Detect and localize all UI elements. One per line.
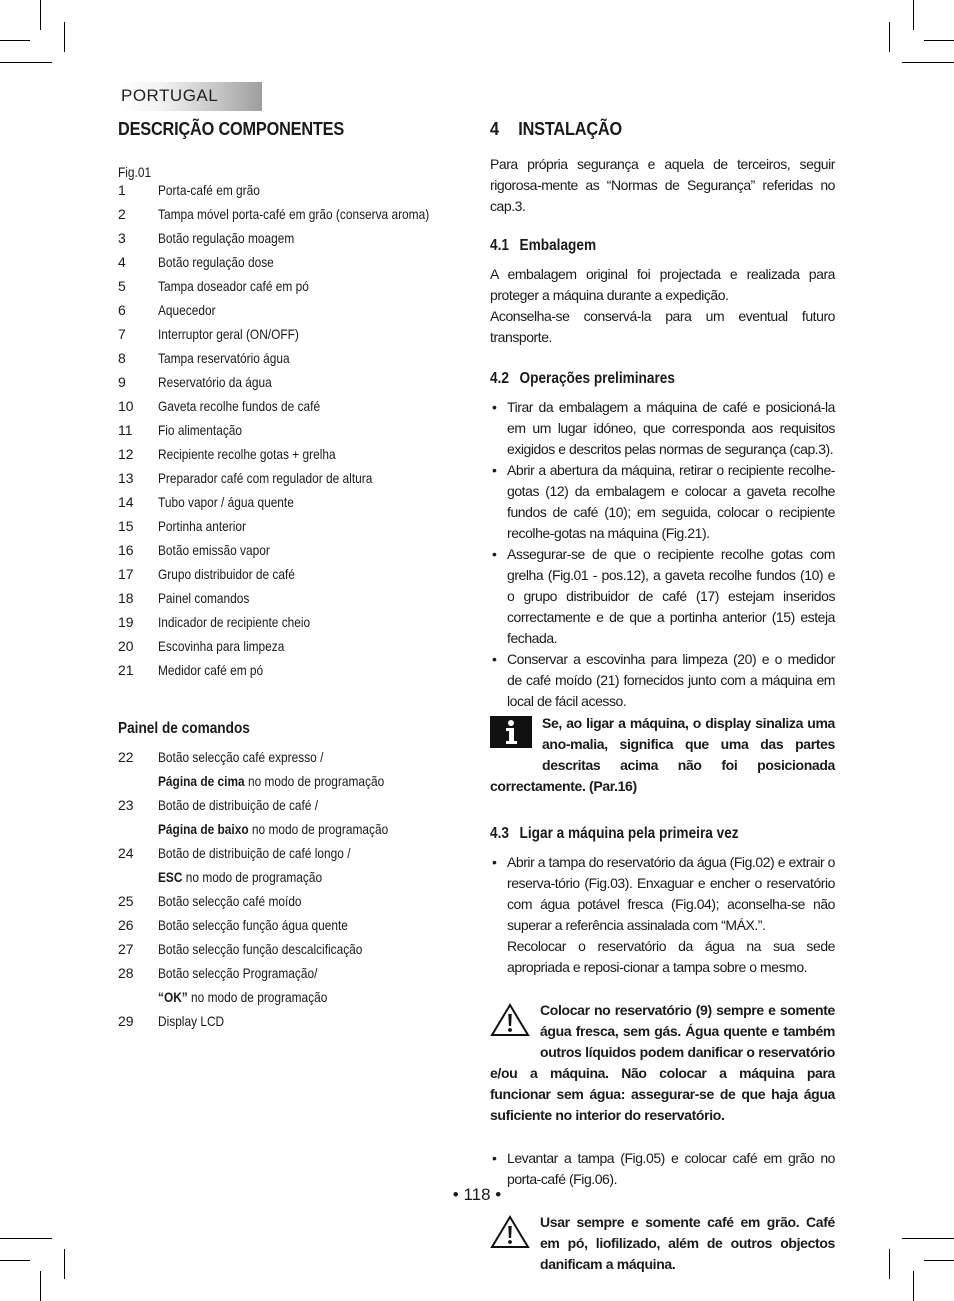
control-item: [118, 793, 428, 817]
subsection-title-text: Operações preliminares: [519, 370, 675, 387]
fig-label: Fig.01: [118, 164, 152, 180]
page-number: • 118 •: [452, 1185, 502, 1204]
crop-mark: [913, 0, 914, 30]
component-item: [118, 418, 428, 442]
crop-mark: [0, 1260, 30, 1261]
item-text: Botão de distribuição de café /: [158, 797, 319, 813]
warning-icon: [490, 1003, 530, 1043]
item-text: Tubo vapor / água quente: [158, 494, 294, 510]
item-number: 18: [118, 590, 134, 606]
item-text: Portinha anterior: [158, 518, 246, 534]
item-text: Botão selecção café expresso /: [158, 749, 324, 765]
component-item: [118, 658, 428, 682]
preliminary-bullet: • Tirar da embalagem a máquina de café e posicioná-la em um lugar idóneo, que corresponda aos requisitos exigidos e descritos pelas normas de segurança (cap.3).: [492, 399, 835, 457]
component-item: [118, 562, 428, 586]
item-number: 15: [118, 518, 134, 534]
component-item: [118, 250, 428, 274]
mode-keyword: “OK”: [158, 989, 188, 1005]
crop-mark: [40, 0, 41, 30]
item-text: Botão selecção café moído: [158, 893, 302, 909]
preliminary-bullet: • Assegurar-se de que o recipiente recolhe gotas com grelha (Fig.01 - pos.12), a gaveta recolhe fundos (10) e o grupo distribuidor de café (17) estejam inseridos correctamente e de que a portinha anterior (15) esteja fechada.: [492, 546, 835, 646]
bullet-text: Tirar da embalagem a máquina de café e posicioná-la em um lugar idóneo, que corresponda aos requisitos exigidos e descritos pelas normas de segurança (cap.3).: [507, 399, 835, 457]
bullet-text: Abrir a tampa do reservatório da água (Fig.02) e extrair o reserva-tório (Fig.03). Enxaguar e encher o reservatório com água potável fresca (Fig.04); aconselha-se não superar a referência assinalada com “MÁX.”.: [507, 854, 835, 933]
component-item: [118, 442, 428, 466]
item-number: 19: [118, 614, 134, 630]
item-number: 22: [118, 749, 134, 765]
crop-mark: [902, 62, 954, 63]
bullet-text: Conservar a escovinha para limpeza (20) e o medidor de café moído (21) fornecidos junto com a máquina em local de fácil acesso.: [507, 651, 835, 709]
mode-suffix: no modo de programação: [244, 773, 385, 789]
item-number: 10: [118, 398, 134, 414]
mode-suffix: no modo de programação: [182, 869, 323, 885]
item-number: 11: [118, 422, 133, 438]
language-label: PORTUGAL: [121, 86, 219, 105]
component-item: [118, 466, 428, 490]
info-icon: [490, 716, 532, 754]
control-item-mode: [118, 985, 428, 1009]
control-item: [118, 961, 428, 985]
component-item: [118, 274, 428, 298]
item-text: Tampa móvel porta-café em grão (conserva aroma): [158, 206, 430, 222]
control-item: [118, 913, 428, 937]
packaging-paragraph-2: Aconselha-se conservá-la para um eventual futuro transporte.: [490, 308, 835, 345]
warning-note-text: Usar sempre e somente café em grão. Café em pó, liofilizado, além de outros objectos danificam a máquina.: [540, 1214, 835, 1272]
item-number: 2: [118, 206, 126, 222]
component-item: [118, 202, 428, 226]
item-text: Botão emissão vapor: [158, 542, 270, 558]
control-item: [118, 889, 428, 913]
item-text: Tampa doseador café em pó: [158, 278, 309, 294]
subsection-number: 4.3: [490, 825, 509, 842]
item-text: Botão selecção função descalcificação: [158, 941, 363, 957]
control-item: [118, 937, 428, 961]
preliminary-bullet: • Conservar a escovinha para limpeza (20) e o medidor de café moído (21) fornecidos junto com a máquina em local de fácil acesso.: [492, 651, 835, 709]
warning-note-water: [490, 1000, 835, 1126]
component-item: [118, 346, 428, 370]
control-item: [118, 745, 428, 769]
item-text: Escovinha para limpeza: [158, 638, 285, 654]
crop-mark: [0, 62, 52, 63]
item-text: Botão de distribuição de café longo /: [158, 845, 351, 861]
item-number: 16: [118, 542, 134, 558]
subsection-number: 4.2: [490, 370, 509, 387]
item-number: 29: [118, 1013, 134, 1029]
item-number: 26: [118, 917, 134, 933]
mode-suffix: no modo de programação: [248, 821, 389, 837]
item-text: Reservatório da água: [158, 374, 272, 390]
item-number: 13: [118, 470, 134, 486]
item-text: Botão selecção função água quente: [158, 917, 348, 933]
component-item: [118, 322, 428, 346]
item-text: Preparador café com regulador de altura: [158, 470, 373, 486]
left-column: [118, 112, 428, 1033]
item-text: Interruptor geral (ON/OFF): [158, 326, 299, 342]
preliminary-bullet: • Abrir a abertura da máquina, retirar o recipiente recolhe-gotas (12) da embalagem e colocar a gaveta recolhe fundos de café (10); em seguida, colocar o recipiente recolhe-gotas na máquina (Fig.21).: [492, 462, 835, 541]
mode-suffix: no modo de programação: [187, 989, 328, 1005]
crop-mark: [889, 1249, 890, 1279]
item-number: 23: [118, 797, 134, 813]
crop-mark: [64, 22, 65, 52]
component-item: [118, 298, 428, 322]
item-number: 28: [118, 965, 134, 981]
item-text: Botão regulação dose: [158, 254, 274, 270]
item-number: 21: [118, 662, 134, 678]
first-start-bullet: • Abrir a tampa do reservatório da água (Fig.02) e extrair o reserva-tório (Fig.03). Enxaguar e encher o reservatório com água potável fresca (Fig.04); aconselha-se não superar a referência assinalada com “MÁX.”. Recolocar o reservatório da água na sua sede apropriada e reposi-cionar a tampa sobre o mesmo.: [492, 854, 835, 975]
item-number: 1: [118, 182, 126, 198]
item-text: Botão selecção Programação/: [158, 965, 318, 981]
item-number: 27: [118, 941, 134, 957]
crop-mark: [0, 1238, 52, 1239]
item-number: 4: [118, 254, 126, 270]
crop-mark: [924, 1260, 954, 1261]
controls-list: [118, 745, 428, 1033]
control-item: [118, 1009, 428, 1033]
item-text: Grupo distribuidor de café: [158, 566, 295, 582]
crop-mark: [913, 1271, 914, 1301]
control-item: [118, 841, 428, 865]
section-title-components: DESCRIÇÃO COMPONENTES: [118, 118, 345, 139]
mode-keyword: ESC: [158, 869, 183, 885]
item-text: Porta-café em grão: [158, 182, 260, 198]
subsection-title-first-start: [490, 825, 794, 843]
item-number: 25: [118, 893, 134, 909]
warning-icon: [490, 1215, 530, 1255]
component-item: [118, 490, 428, 514]
packaging-paragraph: A embalagem original foi projectada e realizada para proteger a máquina durante a expedição.: [490, 266, 835, 303]
crop-mark: [889, 22, 890, 52]
item-number: 12: [118, 446, 134, 462]
info-note: [490, 713, 835, 797]
preliminary-bullets: [490, 397, 835, 712]
item-text: Gaveta recolhe fundos de café: [158, 398, 321, 414]
crop-mark: [40, 1271, 41, 1301]
crop-mark: [902, 1238, 954, 1239]
subsection-number: 4.1: [490, 237, 509, 254]
components-list: [118, 178, 428, 682]
component-item: [118, 634, 428, 658]
subsection-title-text: Embalagem: [519, 237, 597, 254]
item-text: Medidor café em pó: [158, 662, 264, 678]
crop-mark: [64, 1249, 65, 1279]
component-item: [118, 226, 428, 250]
item-text: Painel comandos: [158, 590, 250, 606]
language-tab: [118, 82, 262, 111]
component-item: [118, 514, 428, 538]
right-column: [490, 112, 835, 1275]
warning-note-text: Colocar no reservatório (9) sempre e somente água fresca, sem gás. Água quente e também outros líquidos podem danificar o reservatório e/ou a máquina. Não colocar a máquina para funcionar sem água: assegurar-se de que haja água suficiente no interior do reservatório.: [490, 1002, 835, 1123]
section-title-installation: [490, 118, 794, 140]
control-item-mode: [118, 769, 428, 793]
item-number: 24: [118, 845, 134, 861]
item-number: 9: [118, 374, 126, 390]
info-note-text: Se, ao ligar a máquina, o display sinaliza uma ano-malia, significa que uma das partes descritas acima não foi posicionada correctamente. (Par.16): [490, 715, 835, 794]
bullet-text: Abrir a abertura da máquina, retirar o recipiente recolhe-gotas (12) da embalagem e colocar a gaveta recolhe fundos de café (10); em seguida, colocar o recipiente recolhe-gotas na máquina (Fig.21).: [507, 462, 835, 541]
component-item: [118, 394, 428, 418]
component-item: [118, 370, 428, 394]
bullet-text-continuation: Recolocar o reservatório da água na sua sede apropriada e reposi-cionar a tampa sobre o mesmo.: [507, 938, 835, 975]
item-text: Indicador de recipiente cheio: [158, 614, 311, 630]
subsection-title-text: Ligar a máquina pela primeira vez: [519, 825, 739, 842]
item-number: 17: [118, 566, 134, 582]
item-number: 6: [118, 302, 126, 318]
component-item: [118, 178, 428, 202]
item-text: Aquecedor: [158, 302, 216, 318]
item-number: 7: [118, 326, 126, 342]
item-number: 5: [118, 278, 126, 294]
mode-keyword: Página de cima: [158, 773, 245, 789]
component-item: [118, 586, 428, 610]
subsection-title-packaging: [490, 237, 794, 255]
control-item-mode: [118, 817, 428, 841]
crop-mark: [924, 40, 954, 41]
bullet-text: Assegurar-se de que o recipiente recolhe gotas com grelha (Fig.01 - pos.12), a gaveta recolhe fundos (10) e o grupo distribuidor de café (17) estejam inseridos correctamente e de que a portinha anterior (15) esteja fechada.: [507, 546, 835, 646]
item-text: Botão regulação moagem: [158, 230, 295, 246]
item-number: 8: [118, 350, 126, 366]
component-item: [118, 610, 428, 634]
warning-note-beans: [490, 1212, 835, 1275]
component-item: [118, 538, 428, 562]
item-text: Fio alimentação: [158, 422, 243, 438]
first-start-bullet-2: • Levantar a tampa (Fig.05) e colocar café em grão no porta-café (Fig.06).: [492, 1150, 835, 1187]
item-number: 3: [118, 230, 126, 246]
item-text: Display LCD: [158, 1013, 225, 1029]
section-title-panel: Painel de comandos: [118, 720, 250, 737]
crop-mark: [0, 40, 30, 41]
item-number: 14: [118, 494, 134, 510]
subsection-title-preliminary: [490, 370, 794, 388]
section-number: 4: [490, 118, 499, 139]
section-title-text: INSTALAÇÃO: [518, 118, 622, 139]
item-number: 20: [118, 638, 134, 654]
bullet-text: Levantar a tampa (Fig.05) e colocar café em grão no porta-café (Fig.06).: [507, 1150, 835, 1187]
control-item-mode: [118, 865, 428, 889]
intro-paragraph: Para própria segurança e aquela de terceiros, seguir rigorosa-mente as “Normas de Segurança” referidas no cap.3.: [490, 156, 835, 214]
item-text: Tampa reservatório água: [158, 350, 290, 366]
item-text: Recipiente recolhe gotas + grelha: [158, 446, 336, 462]
mode-keyword: Página de baixo: [158, 821, 249, 837]
